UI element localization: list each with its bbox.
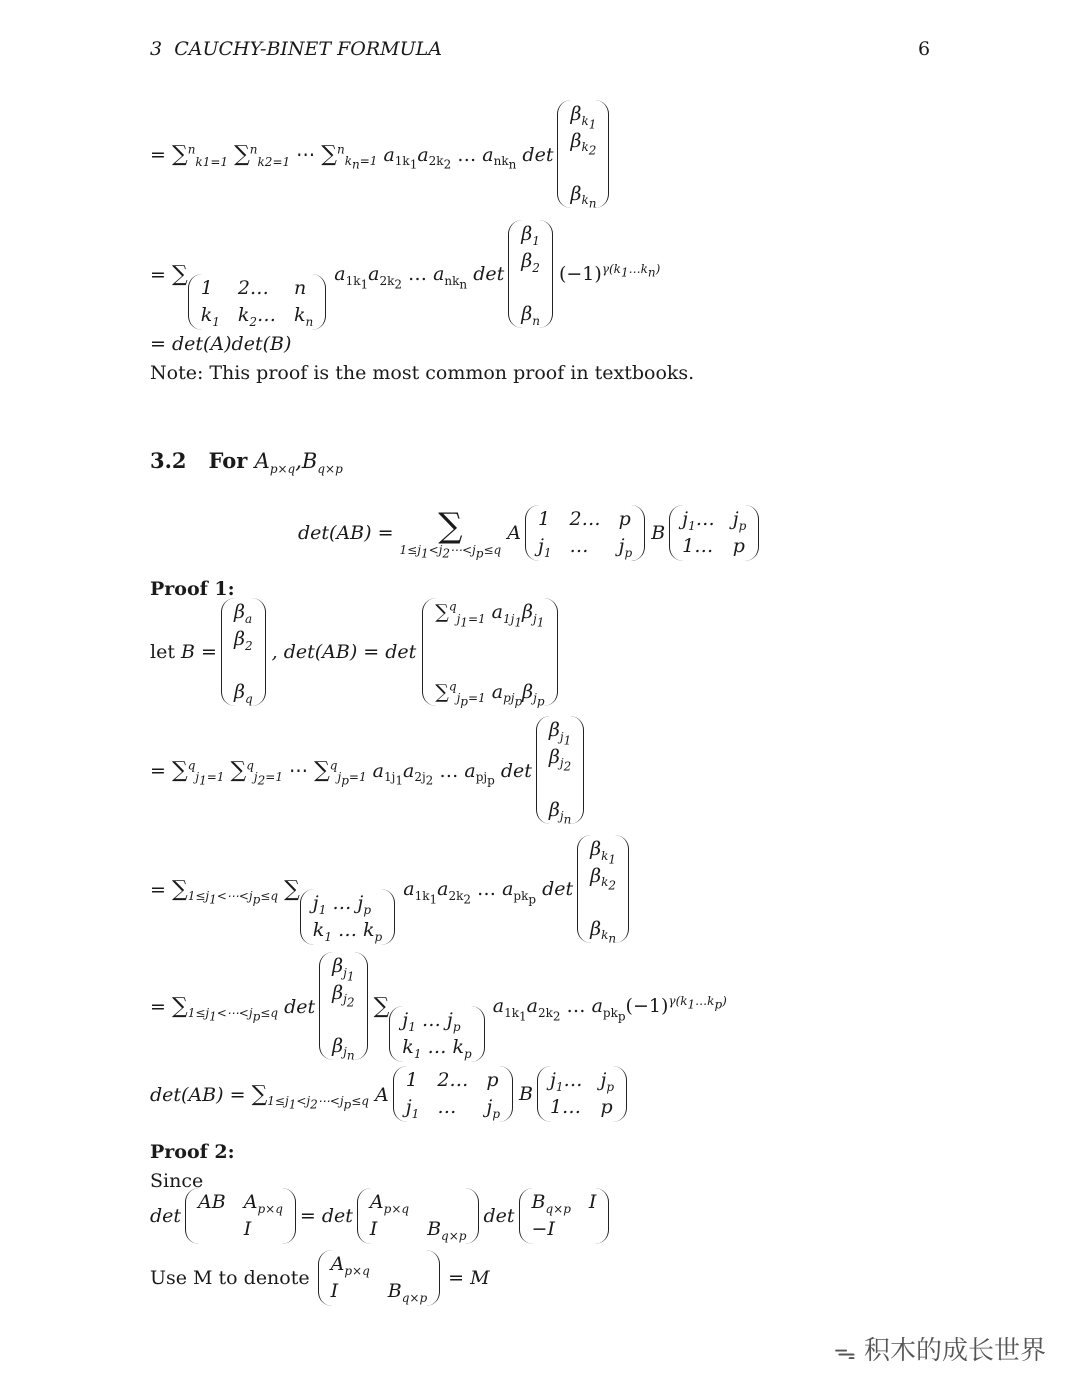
equation-2: = ∑ 1 2… n $k_1$ $k_2\dots$ $k_n$ $a_{1k_1}a_{2k_2}$ … $a_{nk_n}$ det $\beta_1$ $\beta_2$ $\beta_n$ $(-1)^{\gamma(k_1\dots k_n)}$ xyxy=(150,218,660,330)
display-formula: det(AB) = ∑ $1\le j_1<j_2\cdots<j_p\le q$ A 1 2… p $j_1$ … $j_p$ B $j_1\dots$ $j_p$ 1… p xyxy=(298,505,759,561)
page-number: 6 xyxy=(918,38,931,60)
watermark: ᯓ 积木的成长世界 xyxy=(834,1336,1046,1366)
equation-6: $\det(AB) = \sum_{1\le j_1<j_2\cdots<j_p\le q}$ A 1 2… p $j_1$ … $j_p$ B $j_1\dots$ $j_p$ 1… p xyxy=(150,1066,627,1122)
running-head: 3 CAUCHY-BINET FORMULA xyxy=(150,38,442,60)
wechat-icon: ᯓ xyxy=(834,1340,856,1365)
equation-4: = $\sum_{1\le j_1<\cdots<j_p\le q}$ ∑ $j_1$ … $j_p$ $k_1$ … $k_p$ $a_{1k_1}a_{2k_2}$ … $a_{pk_p}$ det $\beta_{k_1}$ $\beta_{k_2}$ $\beta_{k_n}$ xyxy=(150,833,629,945)
proof-1-label: Proof 1: xyxy=(150,578,235,600)
det-result: = det(A)det(B) xyxy=(150,333,292,355)
equation-5: = $\sum_{1\le j_1<\cdots<j_p\le q}$ det $\beta_{j_1}$ $\beta_{j_2}$ $\beta_{j_n}$ ∑ $j_1$ … $j_p$ $k_1$ … $k_p$ $a_{1k_1}a_{2k_2}$ … $a_{pk_p}(-1)^{\gamma(k_1\dots k_p)}$ xyxy=(150,950,727,1062)
section-heading: 3.2 For $A_{p\times q},B_{q\times p}$ xyxy=(150,448,343,477)
equation-3: = ∑$^q_{j_1=1}$ ∑$^q_{j_2=1}$ ⋯ ∑$^q_{j_p=1}$ $a_{1j_1}a_{2j_2}$ … $a_{pj_p}$ det $\beta_{j_1}$ $\beta_{j_2}$ $\beta_{j_n}$ xyxy=(150,716,584,824)
equation-8: Use M to denote $A_{p\times q}$ I $B_{q\times p}$ = M xyxy=(150,1250,490,1306)
equation-let-b: let B = $\beta_a$ $\beta_2$ $\beta_q$ , det(AB) = det ∑$^q_{j_1=1}$ $a_{1j_1}\beta_{j_1}$ ∑$^q_{j_p=1}$ $a_{pj_p}\beta_{j_p}$ xyxy=(150,598,558,706)
equation-7: det AB $A_{p\times q}$ I = det $A_{p\times q}$ I $B_{q\times p}$ det $B_{q\times p}$ I −I xyxy=(150,1188,609,1244)
note: Note: This proof is the most common proof in textbooks. xyxy=(150,362,695,384)
equation-1: = ∑$^n_{k1=1}$ ∑$^n_{k2=1}$ ⋯ ∑$^n_{k_n=1}$ $a_{1k_1}a_{2k_2}$ … $a_{nk_n}$ det $\beta_{k_1}$ $\beta_{k_2}$ $\beta_{k_n}$ xyxy=(150,100,609,208)
since-text: Since xyxy=(150,1170,204,1192)
proof-2-label: Proof 2: xyxy=(150,1141,235,1163)
